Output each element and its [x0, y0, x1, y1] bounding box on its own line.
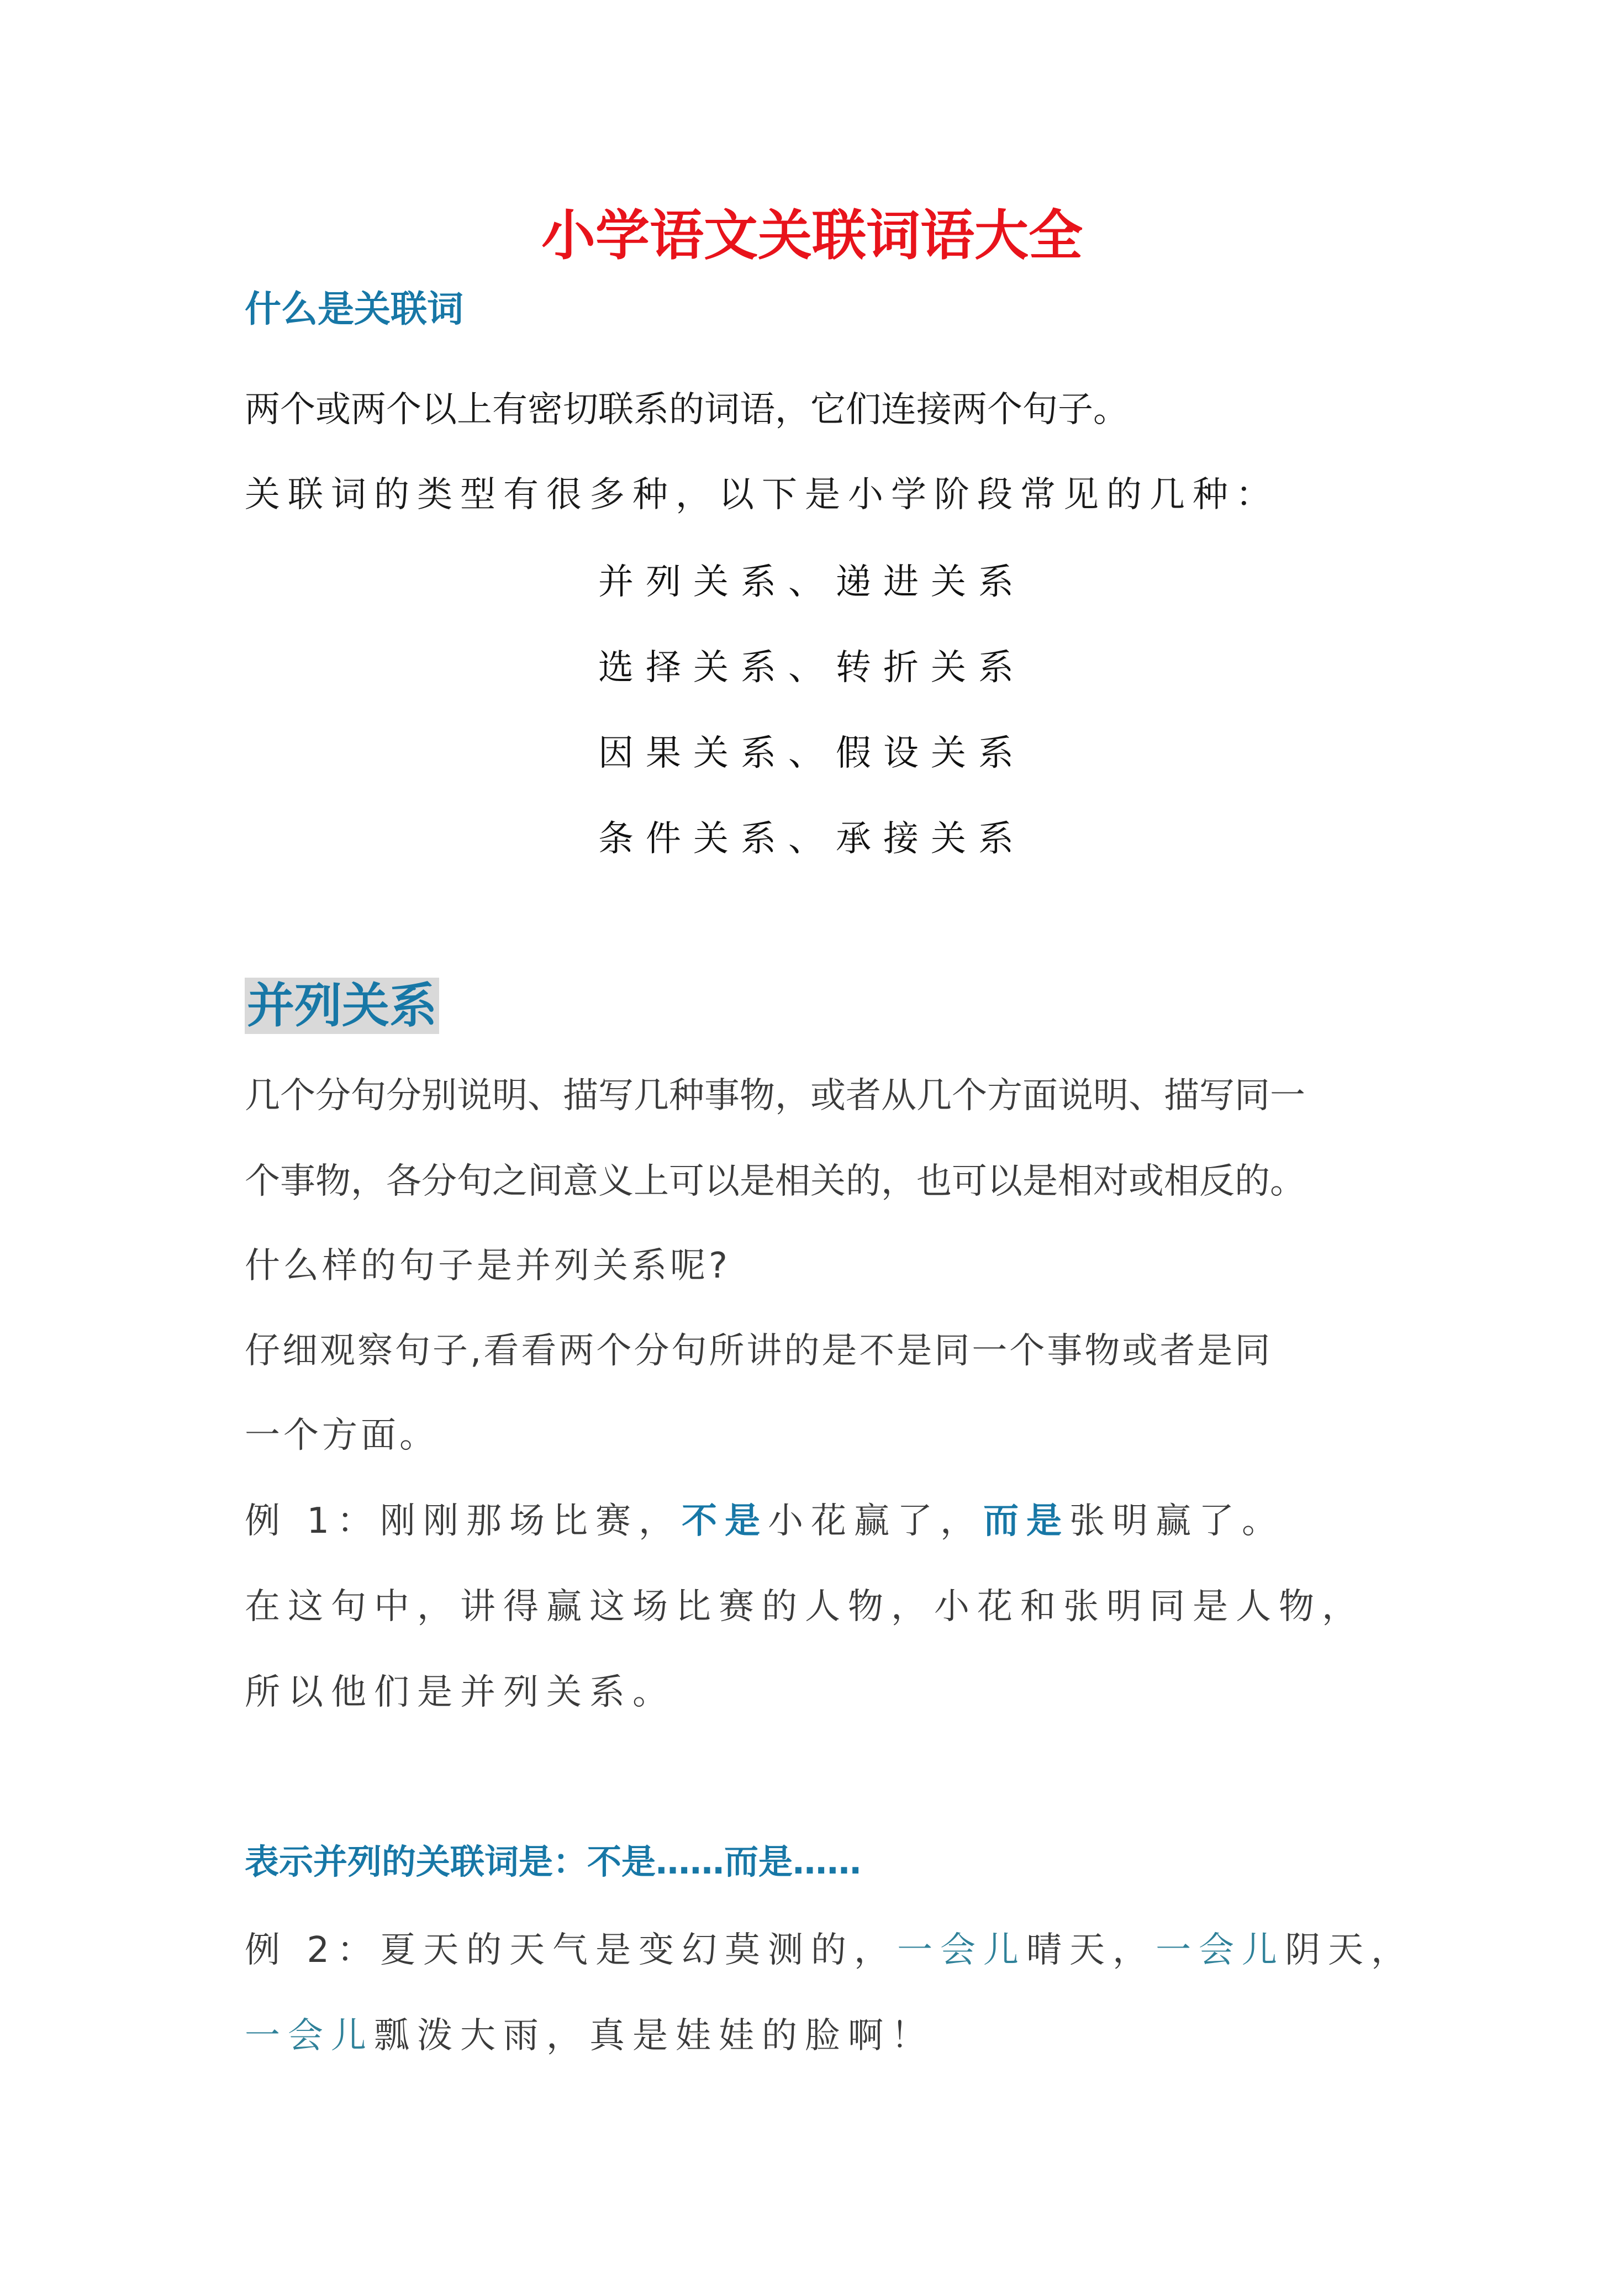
- example-2-suffix: 阴天，: [1285, 1930, 1415, 1971]
- relation-type-item: 选择关系、转折关系: [598, 647, 1026, 688]
- parallel-description-line: 几个分句分别说明、描写几种事物，或者从几个方面说明、描写同一: [245, 1075, 1305, 1116]
- keyword-er-shi: 而是: [983, 1501, 1070, 1542]
- section-heading-text: 并列关系: [247, 978, 437, 1033]
- parallel-tip-line: 仔细观察句子,看看两个分句所讲的是不是同一个事物或者是同: [245, 1331, 1273, 1371]
- example-2-line-2: [245, 2015, 934, 2056]
- explanation-line: 在这句中，讲得赢这场比赛的人物，小花和张明同是人物，: [245, 1586, 1365, 1627]
- keyword-yi-hui-er: 一会儿: [245, 2015, 374, 2056]
- example-1: [245, 1501, 1285, 1542]
- connective-heading: 表示并列的关联词是：不是……而是……: [245, 1842, 862, 1882]
- keyword-yi-hui-er: 一会儿: [897, 1930, 1027, 1971]
- section-heading-parallel: [245, 978, 439, 1034]
- relation-type-item: 条件关系、承接关系: [598, 819, 1026, 859]
- parallel-question: 什么样的句子是并列关系呢?: [245, 1246, 731, 1286]
- intro-heading: 什么是关联词: [245, 288, 463, 330]
- example-2-mid: 晴天，: [1026, 1930, 1156, 1971]
- parallel-description-line: 个事物，各分句之间意义上可以是相关的，也可以是相对或相反的。: [245, 1161, 1305, 1202]
- relation-type-item: 并列关系、递进关系: [598, 562, 1026, 603]
- page-title: 小学语文关联词语大全: [541, 204, 1083, 267]
- example-1-prefix: 例 1：刚刚那场比赛，: [245, 1501, 682, 1542]
- example-2-line-1: [245, 1930, 1415, 1971]
- example-1-mid: 小花赢了，: [768, 1501, 984, 1542]
- intro-types-text: 关联词的类型有很多种，以下是小学阶段常见的几种：: [245, 474, 1279, 515]
- parallel-tip-line: 一个方面。: [245, 1415, 438, 1456]
- keyword-yi-hui-er: 一会儿: [1156, 1930, 1285, 1971]
- example-1-suffix: 张明赢了。: [1069, 1501, 1285, 1542]
- intro-definition: 两个或两个以上有密切联系的词语，它们连接两个句子。: [245, 389, 1129, 430]
- example-2-line-2-suffix: 瓢泼大雨，真是娃娃的脸啊！: [374, 2015, 934, 2056]
- example-2-prefix: 例 2：夏天的天气是变幻莫测的，: [245, 1930, 898, 1971]
- keyword-bu-shi: 不是: [682, 1501, 768, 1542]
- relation-type-item: 因果关系、假设关系: [598, 733, 1026, 774]
- explanation-line: 所以他们是并列关系。: [245, 1672, 676, 1713]
